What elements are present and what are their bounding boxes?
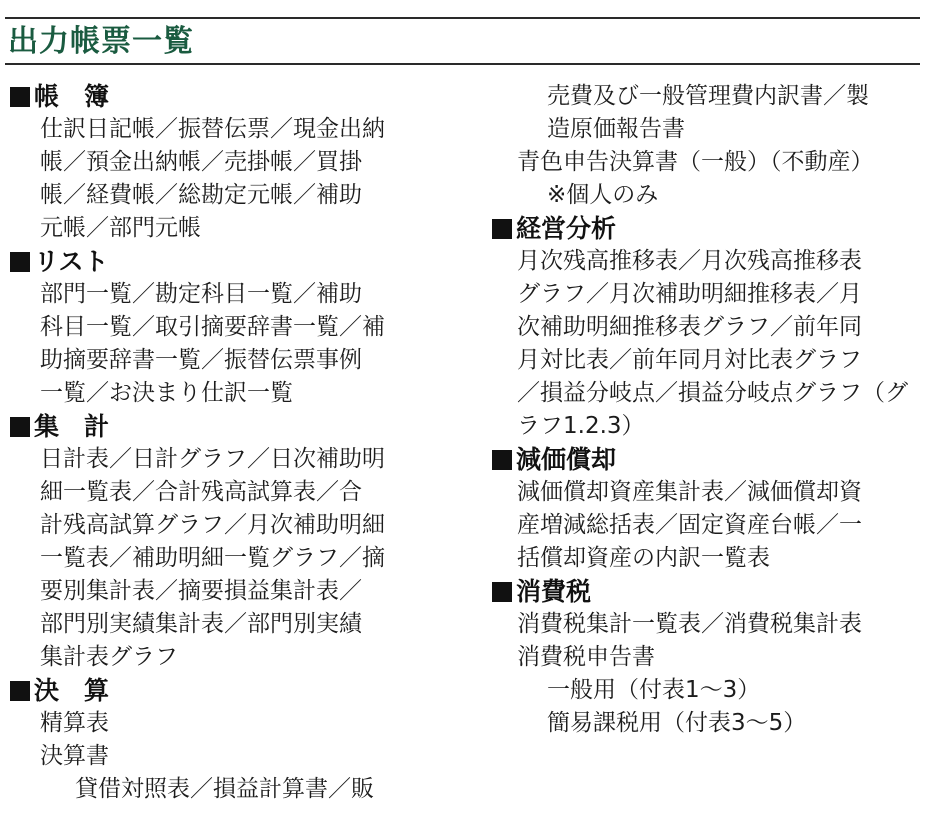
section-heading-label: 減価償却 <box>516 445 617 474</box>
list-item: 集計表グラフ <box>40 644 178 670</box>
list-item: 部門一覧／勘定科目一覧／補助 <box>40 281 362 307</box>
list-item: 月対比表／前年同月対比表グラフ <box>517 347 862 373</box>
list-item: 細一覧表／合計残高試算表／合 <box>40 479 362 505</box>
list-item: 青色申告決算書（一般）（不動産） <box>517 149 874 175</box>
list-item: 要別集計表／摘要損益集計表／ <box>40 578 362 604</box>
note: ※個人のみ <box>547 182 659 208</box>
list-item: 日計表／日計グラフ／日次補助明 <box>40 446 385 472</box>
list-item: ラフ1.2.3） <box>517 413 645 439</box>
list-item: 帳／預金出納帳／売掛帳／買掛 <box>40 149 362 175</box>
list-item: 助摘要辞書一覧／振替伝票事例 <box>40 347 362 373</box>
list-item: 消費税申告書 <box>517 644 655 670</box>
list-item: 減価償却資産集計表／減価償却資 <box>517 479 862 505</box>
list-item: 仕訳日記帳／振替伝票／現金出納 <box>40 116 385 142</box>
square-bullet-icon <box>10 87 30 107</box>
list-item: 一般用（付表1〜3） <box>547 677 761 703</box>
left-column <box>10 80 450 806</box>
page-title: 出力帳票一覧 <box>8 24 194 59</box>
square-bullet-icon <box>492 450 512 470</box>
list-item: 次補助明細推移表グラフ／前年同 <box>517 314 862 340</box>
square-bullet-icon <box>492 219 512 239</box>
list-item: 部門別実績集計表／部門別実績 <box>40 611 362 637</box>
list-item: 簡易課税用（付表3〜5） <box>547 710 807 736</box>
list-item: 一覧表／補助明細一覧グラフ／摘 <box>40 545 385 571</box>
section-heading-label: 消費税 <box>516 577 592 606</box>
section-heading-label: 経営分析 <box>516 214 617 243</box>
list-item: 括償却資産の内訳一覧表 <box>517 545 770 571</box>
section-heading-list <box>10 245 450 278</box>
section-heading-keiei <box>492 212 927 245</box>
section-heading-label: 帳 簿 <box>34 82 110 111</box>
section-heading-label: 決 算 <box>34 676 110 705</box>
square-bullet-icon <box>10 417 30 437</box>
list-item: 消費税集計一覧表／消費税集計表 <box>517 611 862 637</box>
list-item: 元帳／部門元帳 <box>40 215 201 241</box>
square-bullet-icon <box>492 582 512 602</box>
list-item: 帳／経費帳／総勘定元帳／補助 <box>40 182 362 208</box>
list-item: ／損益分岐点／損益分岐点グラフ（グ <box>517 380 908 406</box>
list-item: 科目一覧／取引摘要辞書一覧／補 <box>40 314 385 340</box>
list-item: 造原価報告書 <box>547 116 685 142</box>
right-column <box>492 80 927 740</box>
section-heading-label: リスト <box>34 247 109 276</box>
section-heading-kessan <box>10 674 450 707</box>
list-item: 産増減総括表／固定資産台帳／一 <box>517 512 862 538</box>
list-item: グラフ／月次補助明細推移表／月 <box>517 281 862 307</box>
list-item: 決算書 <box>40 743 109 769</box>
list-item: 精算表 <box>40 710 109 736</box>
list-item: 売費及び一般管理費内訳書／製 <box>547 83 869 109</box>
top-rule <box>5 17 920 19</box>
list-item: 計残高試算グラフ／月次補助明細 <box>40 512 385 538</box>
section-heading-label: 集 計 <box>34 412 110 441</box>
square-bullet-icon <box>10 252 30 272</box>
square-bullet-icon <box>10 681 30 701</box>
list-item: 貸借対照表／損益計算書／販 <box>75 776 374 802</box>
section-heading-genka <box>492 443 927 476</box>
section-heading-shohizei <box>492 575 927 608</box>
title-underline <box>5 63 920 65</box>
list-item: 一覧／お決まり仕訳一覧 <box>40 380 293 406</box>
list-item: 月次残高推移表／月次残高推移表 <box>517 248 862 274</box>
section-heading-shukei <box>10 410 450 443</box>
section-heading-cho <box>10 80 450 113</box>
